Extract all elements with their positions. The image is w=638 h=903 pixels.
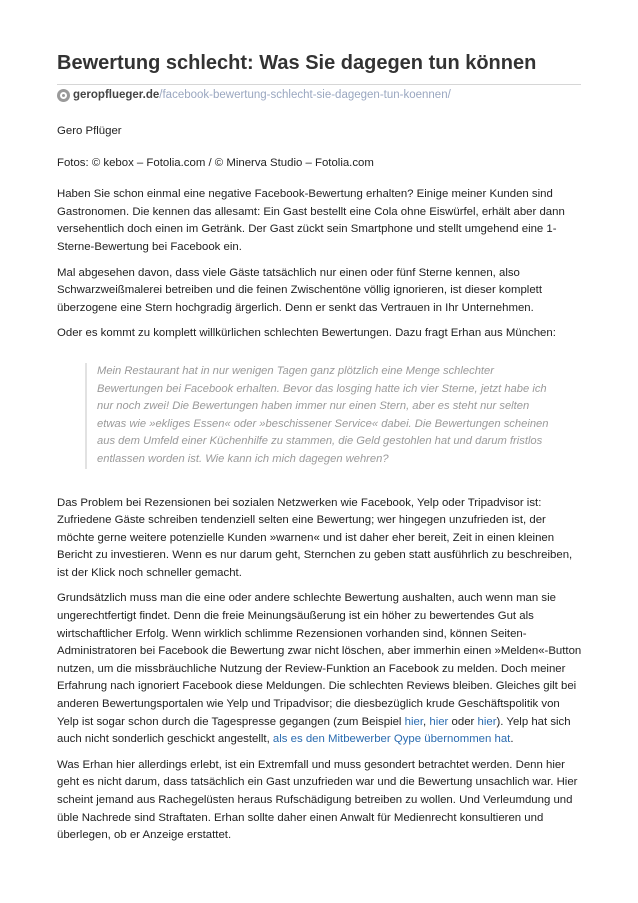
paragraph-1: Haben Sie schon einmal eine negative Facebook-Bewertung erhalten? Einige meiner Kunden sind Gastronomen. Die kennen das allesamt: Ein Gast bestellt eine Cola ohne Eiswürfel, erhält aber dann versehentlich doch einen im Getränk. Der Gast zückt sein Smartphone und stellt umgehend eine 1-Sterne-Bewertung bei Facebook ein. bbox=[57, 188, 565, 253]
source-line bbox=[57, 87, 451, 103]
paragraph-6: Was Erhan hier allerdings erlebt, ist ein Extremfall und muss gesondert betrachtet werden. Denn hier geht es nicht darum, dass tatsächlich ein Gast unzufrieden war und die Bewertung unsachlich war. Hier scheint jemand aus Rachegelüsten heraus Rufschädigung betreiben zu wollen. Und Verleumdung und üble Nachrede sind Straftaten. Erhan sollte daher einen Anwalt für Medienrecht konsultieren und überlegen, ob er Anzeige erstattet. bbox=[57, 758, 578, 842]
source-domain[interactable]: geropflueger.de bbox=[73, 89, 160, 101]
paragraph-5-end: . bbox=[510, 733, 514, 746]
site-logo-icon bbox=[57, 89, 70, 102]
paragraph-4: Das Problem bei Rezensionen bei sozialen Netzwerken wie Facebook, Yelp oder Tripadvisor ist: Zufriedene Gäste schreiben tendenziell selten eine Bewertung; wer hingegen unzufrieden ist, der möchte gerne weitere potenzielle Kunden »warnen« und ist daher eher bereit, Zeit in einen kleinen Bericht zu investieren. Wenn es nur darum geht, Sternchen zu geben statt ausführlich zu beschreiben, ist der Klick noch schneller gemacht. bbox=[57, 496, 573, 579]
source-path[interactable]: /facebook-bewertung-schlecht-sie-dagegen-tun-koennen/ bbox=[159, 89, 451, 101]
separator-comma: , bbox=[423, 715, 430, 728]
link-qype[interactable]: als es den Mitbewerber Qype übernommen hat bbox=[272, 733, 511, 746]
article-body bbox=[57, 123, 583, 853]
author: Gero Pflüger bbox=[57, 125, 122, 137]
link-hier-1[interactable]: hier bbox=[404, 715, 424, 728]
paragraph-3: Oder es kommt zu komplett willkürlichen schlechten Bewertungen. Dazu fragt Erhan aus München: bbox=[57, 327, 556, 340]
photo-credit: Fotos: © kebox – Fotolia.com / © Minerva Studio – Fotolia.com bbox=[57, 156, 374, 169]
paragraph-5-after: ). Yelp hat sich auch nicht sonderlich geschickt angestellt, bbox=[57, 715, 571, 746]
title-divider bbox=[57, 84, 581, 85]
link-hier-3[interactable]: hier bbox=[477, 715, 497, 728]
paragraph-5 bbox=[57, 590, 583, 748]
reader-quote: Mein Restaurant hat in nur wenigen Tagen ganz plötzlich eine Menge schlechter Bewertungen bei Facebook erhalten. Bevor das losging hatte ich vier Sterne, jetzt habe ich nur noch zwei! Die Bewertungen haben immer nur einen Stern, aber es steht nur selten etwas wie »ekliges Essen« oder »beschissener Service« dabei. Die Bewertungen scheinen aus dem Umfeld einer Küchenhilfe zu stammen, die Geld gestohlen hat und darum fristlos entlassen worden ist. Wie kann ich mich dagegen wehren? bbox=[85, 363, 555, 469]
article-title: Bewertung schlecht: Was Sie dagegen tun können bbox=[57, 52, 537, 74]
link-hier-2[interactable]: hier bbox=[429, 715, 449, 728]
paragraph-5-text: Grundsätzlich muss man die eine oder andere schlechte Bewertung aushalten, auch wenn man sie ungerechtfertigt findet. Denn die freie Meinungsäußerung ist ein höher zu bewertendes Gut als wirtschaftlicher Erfolg. Wenn wirklich schlimme Rezensionen vorhanden sind, können Seiten-Administratoren bei Facebook die Bewertung zwar nicht löschen, aber immerhin einen »Melden«-Button nutzen, um die missbräuchliche Nutzung der Review-Funktion an Facebook zu melden. Doch meiner Erfahrung nach ignoriert Facebook diese Meldungen. Die schlechten Reviews bleiben. Gleiches gilt bei anderen Bewertungsportalen wie Yelp und Tripadvisor; die diesbezüglich krude Geschäftspolitik von Yelp ist sogar schon durch die Tagespresse gegangen (zum Beispiel bbox=[57, 592, 582, 728]
paragraph-2: Mal abgesehen davon, dass viele Gäste tatsächlich nur einen oder fünf Sterne kennen, also Schwarzweißmalerei betreiben und die feinen Zwischentöne völlig ignorieren, ist dieser komplett überzogene eine Stern hochgradig ärgerlich. Denn er senkt das Vertrauen in Ihr Unternehmen. bbox=[57, 266, 542, 314]
separator-oder: oder bbox=[448, 715, 478, 728]
